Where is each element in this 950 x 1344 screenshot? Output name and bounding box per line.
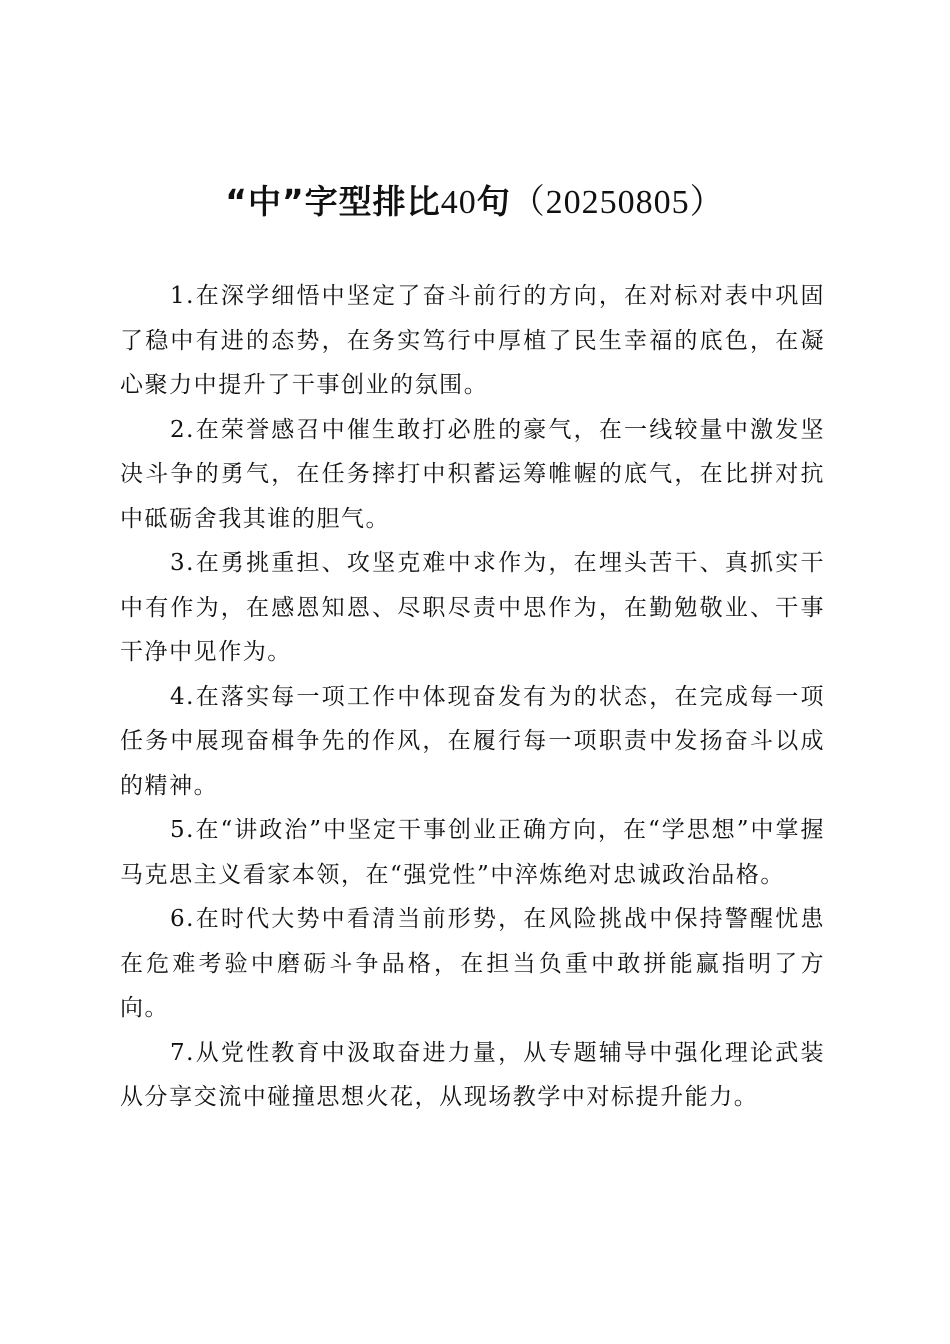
paragraph-3: 3.在勇挑重担、攻坚克难中求作为，在埋头苦干、真抓实干中有作为，在感恩知恩、尽职尽责中思作为，在勤勉敬业、干事干净中见作为。	[120, 550, 825, 665]
paragraph-2: 2.在荣誉感召中催生敢打必胜的豪气，在一线较量中激发坚决斗争的勇气，在任务摔打中积蓄运筹帷幄的底气，在比拼对抗中砥砺舍我其谁的胆气。	[120, 416, 825, 532]
document-body	[120, 274, 825, 1120]
title-count: 40	[440, 184, 477, 221]
title-date: （20250805）	[510, 184, 725, 221]
paragraph-4: 4.在落实每一项工作中体现奋发有为的状态，在完成每一项任务中展现奋楫争先的作风，在履行每一项职责中发扬奋斗以成的精神。	[120, 683, 825, 799]
title-word: 句	[476, 182, 511, 221]
paragraph-7: 7.从党性教育中汲取奋进力量，从专题辅导中强化理论武装从分享交流中碰撞思想火花，从现场教学中对标提升能力。	[120, 1039, 825, 1110]
paragraph-1: 1.在深学细悟中坚定了奋斗前行的方向，在对标对表中巩固了稳中有进的态势，在务实笃行中厚植了民生幸福的底色，在凝心聚力中提升了干事创业的氛围。	[120, 283, 825, 398]
paragraph-6: 6.在时代大势中看清当前形势，在风险挑战中保持警醒忧患在危难考验中磨砺斗争品格，在担当负重中敢拼能赢指明了方向。	[120, 906, 825, 1021]
title-text: “中”字型排比	[225, 182, 441, 221]
paragraph-5: 5.在“讲政治”中坚定干事创业正确方向，在“学思想”中掌握马克思主义看家本领，在“强党性”中淬炼绝对忠诚政治品格。	[120, 817, 825, 888]
document-title	[0, 178, 950, 227]
